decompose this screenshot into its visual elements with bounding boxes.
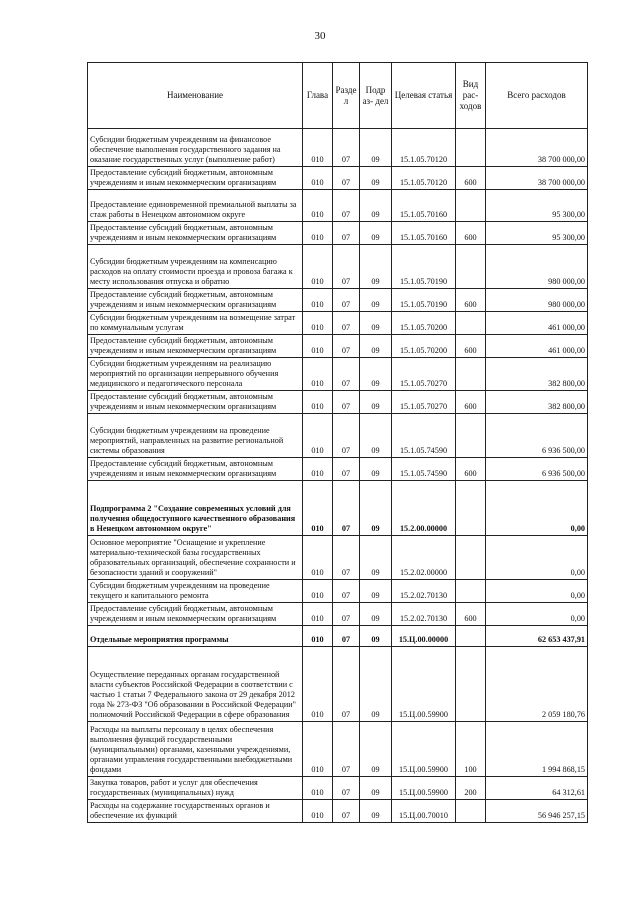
row-total: 0,00: [486, 536, 588, 580]
table-row: [88, 358, 588, 391]
row-name: Предоставление единовременной премиальной выплаты за стаж работы в Ненецком автономном округе: [88, 190, 303, 222]
row-name: Осуществление переданных органам государственной власти субъектов Российской Федерации в соответствии с частью 1 статьи 7 Федерального закона от 29 декабря 2012 года № 273-ФЗ "Об образовании в Российской Федерации" полномочий Российской Федерации в сфере образования: [88, 647, 303, 722]
row-chapter: 010: [303, 129, 333, 167]
row-section: 07: [333, 289, 360, 312]
row-target: 15.Ц.00.00000: [392, 626, 456, 647]
row-chapter: 010: [303, 222, 333, 245]
row-type: [456, 190, 486, 222]
row-chapter: 010: [303, 289, 333, 312]
table-row: [88, 580, 588, 603]
row-chapter: 010: [303, 481, 333, 536]
page-number: 30: [314, 30, 326, 42]
row-total: 6 936 500,00: [486, 414, 588, 458]
row-type: [456, 647, 486, 722]
row-total: 56 946 257,15: [486, 800, 588, 823]
table-row: [88, 167, 588, 190]
row-target: 15.Ц.00.59900: [392, 777, 456, 800]
row-chapter: 010: [303, 458, 333, 481]
row-chapter: 010: [303, 800, 333, 823]
row-section: 07: [333, 647, 360, 722]
row-subsection: 09: [360, 391, 392, 414]
row-name: Предоставление субсидий бюджетным, автономным учреждениям и иным некоммерческим организациям: [88, 458, 303, 481]
row-section: 07: [333, 626, 360, 647]
row-target: 15.1.05.70120: [392, 129, 456, 167]
table-row: [88, 722, 588, 777]
row-chapter: 010: [303, 245, 333, 289]
row-chapter: 010: [303, 190, 333, 222]
row-name: Субсидии бюджетным учреждениям на возмещение затрат по коммунальным услугам: [88, 312, 303, 335]
row-type: [456, 580, 486, 603]
row-target: 15.1.05.70190: [392, 245, 456, 289]
row-section: 07: [333, 536, 360, 580]
row-chapter: 010: [303, 722, 333, 777]
row-subsection: 09: [360, 603, 392, 626]
header-name: Наименование: [88, 63, 303, 129]
row-type: 600: [456, 391, 486, 414]
row-section: 07: [333, 458, 360, 481]
row-subsection: 09: [360, 414, 392, 458]
row-target: 15.Ц.00.59900: [392, 722, 456, 777]
row-target: 15.2.02.70130: [392, 603, 456, 626]
row-target: 15.1.05.74590: [392, 414, 456, 458]
row-target: 15.1.05.70160: [392, 222, 456, 245]
row-subsection: 09: [360, 222, 392, 245]
row-subsection: 09: [360, 481, 392, 536]
row-subsection: 09: [360, 358, 392, 391]
row-section: 07: [333, 481, 360, 536]
table-row: [88, 245, 588, 289]
row-type: [456, 245, 486, 289]
row-name: Предоставление субсидий бюджетным, автономным учреждениям и иным некоммерческим организациям: [88, 603, 303, 626]
row-chapter: 010: [303, 335, 333, 358]
row-total: 0,00: [486, 603, 588, 626]
row-total: 461 000,00: [486, 312, 588, 335]
row-type: [456, 312, 486, 335]
row-total: 1 994 868,15: [486, 722, 588, 777]
row-type: [456, 358, 486, 391]
row-chapter: 010: [303, 626, 333, 647]
row-name: Предоставление субсидий бюджетным, автономным учреждениям и иным некоммерческим организациям: [88, 222, 303, 245]
table-row: [88, 777, 588, 800]
row-subsection: 09: [360, 722, 392, 777]
table-row: [88, 190, 588, 222]
header-type: Вид рас- ходов: [456, 63, 486, 129]
row-subsection: 09: [360, 167, 392, 190]
row-type: 600: [456, 335, 486, 358]
table-row: [88, 289, 588, 312]
row-target: 15.1.05.70120: [392, 167, 456, 190]
row-subsection: 09: [360, 777, 392, 800]
row-chapter: 010: [303, 580, 333, 603]
row-chapter: 010: [303, 777, 333, 800]
row-section: 07: [333, 222, 360, 245]
header-total: Всего расходов: [486, 63, 588, 129]
row-section: 07: [333, 358, 360, 391]
row-section: 07: [333, 777, 360, 800]
row-chapter: 010: [303, 391, 333, 414]
row-name: Расходы на выплаты персоналу в целях обеспечения выполнения функций государственными (муниципальными) органами, казенными учреждениями, органами управления государственными внебюджетными фондами: [88, 722, 303, 777]
row-chapter: 010: [303, 358, 333, 391]
row-total: 980 000,00: [486, 245, 588, 289]
row-subsection: 09: [360, 626, 392, 647]
row-name: Предоставление субсидий бюджетным, автономным учреждениям и иным некоммерческим организациям: [88, 167, 303, 190]
row-section: 07: [333, 603, 360, 626]
table-header-row: [88, 63, 588, 129]
row-name: Отдельные мероприятия программы: [88, 626, 303, 647]
row-subsection: 09: [360, 335, 392, 358]
row-target: 15.1.05.70200: [392, 312, 456, 335]
row-subsection: 09: [360, 245, 392, 289]
table-row: [88, 536, 588, 580]
row-target: 15.1.05.70190: [392, 289, 456, 312]
row-type: [456, 129, 486, 167]
row-type: 600: [456, 222, 486, 245]
row-subsection: 09: [360, 800, 392, 823]
table-row: [88, 335, 588, 358]
row-type: 600: [456, 167, 486, 190]
row-name: Предоставление субсидий бюджетным, автономным учреждениям и иным некоммерческим организациям: [88, 391, 303, 414]
row-section: 07: [333, 580, 360, 603]
row-total: 64 312,61: [486, 777, 588, 800]
table-row: [88, 129, 588, 167]
row-type: 200: [456, 777, 486, 800]
row-total: 0,00: [486, 481, 588, 536]
row-total: 6 936 500,00: [486, 458, 588, 481]
row-total: 38 700 000,00: [486, 129, 588, 167]
header-section: Разде л: [333, 63, 360, 129]
row-section: 07: [333, 129, 360, 167]
row-subsection: 09: [360, 580, 392, 603]
row-name: Закупка товаров, работ и услуг для обеспечения государственных (муниципальных) нужд: [88, 777, 303, 800]
row-name: Предоставление субсидий бюджетным, автономным учреждениям и иным некоммерческим организациям: [88, 335, 303, 358]
row-type: [456, 414, 486, 458]
row-chapter: 010: [303, 167, 333, 190]
row-total: 0,00: [486, 580, 588, 603]
row-name: Предоставление субсидий бюджетным, автономным учреждениям и иным некоммерческим организациям: [88, 289, 303, 312]
row-subsection: 09: [360, 190, 392, 222]
row-name: Расходы на содержание государственных органов и обеспечение их функций: [88, 800, 303, 823]
row-section: 07: [333, 190, 360, 222]
row-chapter: 010: [303, 414, 333, 458]
table-row: [88, 458, 588, 481]
row-name: Субсидии бюджетным учреждениям на проведение мероприятий, направленных на развитие региональной системы образования: [88, 414, 303, 458]
row-target: 15.2.02.00000: [392, 536, 456, 580]
row-total: 382 800,00: [486, 358, 588, 391]
table-row: [88, 312, 588, 335]
row-target: 15.2.02.70130: [392, 580, 456, 603]
row-target: 15.Ц.00.70010: [392, 800, 456, 823]
row-section: 07: [333, 391, 360, 414]
row-total: 38 700 000,00: [486, 167, 588, 190]
row-section: 07: [333, 245, 360, 289]
table-row: [88, 481, 588, 536]
row-name: Основное мероприятие "Оснащение и укрепление материально-технической базы государственных образовательных организаций, обеспечение сохранности и безопасности зданий и сооружений": [88, 536, 303, 580]
row-target: 15.1.05.70160: [392, 190, 456, 222]
row-subsection: 09: [360, 458, 392, 481]
row-type: 100: [456, 722, 486, 777]
row-section: 07: [333, 414, 360, 458]
row-section: 07: [333, 800, 360, 823]
row-type: [456, 800, 486, 823]
table-row: [88, 626, 588, 647]
table-row: [88, 391, 588, 414]
table-row: [88, 800, 588, 823]
row-chapter: 010: [303, 536, 333, 580]
row-total: 62 653 437,91: [486, 626, 588, 647]
row-section: 07: [333, 722, 360, 777]
row-subsection: 09: [360, 289, 392, 312]
row-target: 15.1.05.74590: [392, 458, 456, 481]
table-row: [88, 414, 588, 458]
row-subsection: 09: [360, 312, 392, 335]
row-total: 382 800,00: [486, 391, 588, 414]
row-total: 95 300,00: [486, 222, 588, 245]
table-row: [88, 647, 588, 722]
row-target: 15.1.05.70270: [392, 391, 456, 414]
row-type: [456, 536, 486, 580]
row-subsection: 09: [360, 129, 392, 167]
row-target: 15.Ц.00.59900: [392, 647, 456, 722]
row-target: 15.2.00.00000: [392, 481, 456, 536]
row-chapter: 010: [303, 647, 333, 722]
row-name: Субсидии бюджетным учреждениям на проведение текущего и капитального ремонта: [88, 580, 303, 603]
row-chapter: 010: [303, 312, 333, 335]
row-target: 15.1.05.70200: [392, 335, 456, 358]
row-name: Субсидии бюджетным учреждениям на компенсацию расходов на оплату стоимости проезда и провоза багажа к месту использования отпуска и обратно: [88, 245, 303, 289]
row-type: 600: [456, 603, 486, 626]
row-total: 95 300,00: [486, 190, 588, 222]
row-section: 07: [333, 167, 360, 190]
row-type: 600: [456, 289, 486, 312]
row-section: 07: [333, 312, 360, 335]
table-row: [88, 603, 588, 626]
row-section: 07: [333, 335, 360, 358]
row-name: Субсидии бюджетным учреждениям на финансовое обеспечение выполнения государственного задания на оказание государственных услуг (выполнение работ): [88, 129, 303, 167]
row-total: 2 059 180,76: [486, 647, 588, 722]
header-subsection: Подр аз- дел: [360, 63, 392, 129]
row-total: 980 000,00: [486, 289, 588, 312]
row-target: 15.1.05.70270: [392, 358, 456, 391]
row-type: [456, 481, 486, 536]
row-name: Субсидии бюджетным учреждениям на реализацию мероприятий по организации непрерывного обучения медицинского и педагогического персонала: [88, 358, 303, 391]
header-chapter: Глава: [303, 63, 333, 129]
row-chapter: 010: [303, 603, 333, 626]
row-name: Подпрограмма 2 "Создание современных условий для получения общедоступного качественного образования в Ненецком автономном округе": [88, 481, 303, 536]
row-total: 461 000,00: [486, 335, 588, 358]
row-subsection: 09: [360, 647, 392, 722]
table-row: [88, 222, 588, 245]
budget-table: [87, 62, 588, 823]
row-type: 600: [456, 458, 486, 481]
row-type: [456, 626, 486, 647]
header-target: Целевая статья: [392, 63, 456, 129]
row-subsection: 09: [360, 536, 392, 580]
